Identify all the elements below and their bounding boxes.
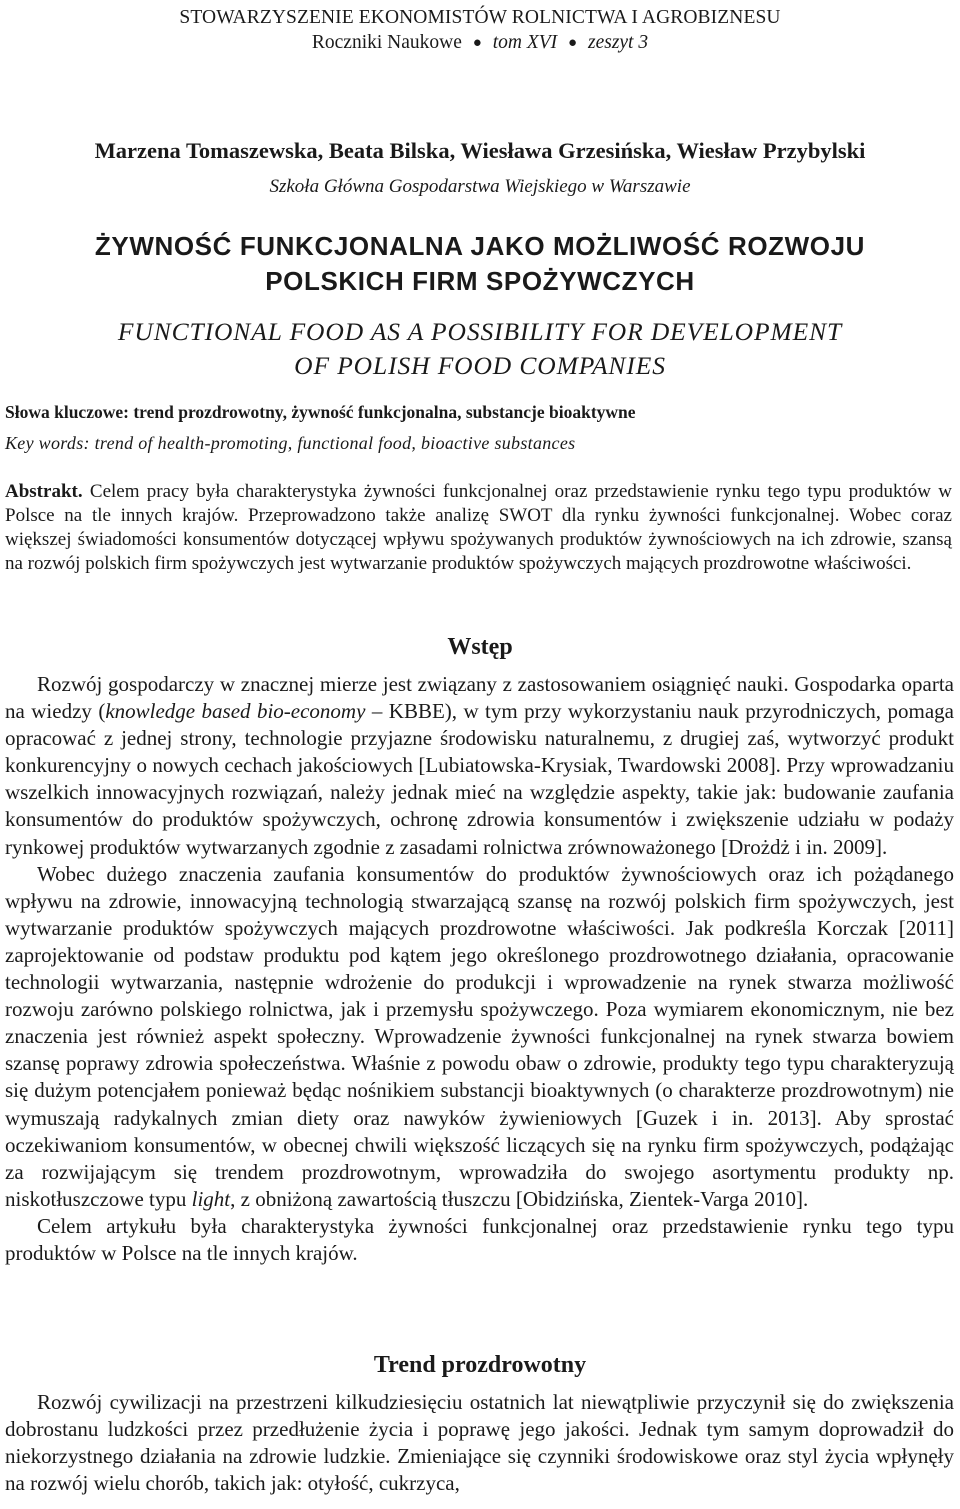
paragraph: Rozwój cywilizacji na przestrzeni kilkudziesięciu ostatnich lat niewątpliwie przyczynił się do zwiększenia dobrostanu ludzkości przez przedłużenie życia i poprawę jego jakości. Jednak tym samym doprowadził do niekorzystnego działania na zdrowie ludzkie. Zmieniające się czynniki środowiskowe oraz styl życia wpłynęły na rozwój wielu chorób, takich jak: otyłość, cukrzyca,	[5, 1390, 954, 1496]
section-heading-intro: Wstęp	[447, 634, 513, 660]
journal-header	[0, 31, 960, 56]
paragraph	[5, 861, 954, 1213]
paragraph-text: , z obniżoną zawartością tłuszczu [Obidzińska, Zientek-Varga 2010].	[230, 1186, 809, 1211]
association-header: STOWARZYSZENIE EKONOMISTÓW ROLNICTWA I AGROBIZNESU	[179, 7, 781, 28]
title-polish-line: POLSKICH FIRM SPOŻYWCZYCH	[265, 266, 695, 296]
article-authors: Marzena Tomaszewska, Beata Bilska, Wiesława Grzesińska, Wiesław Przybylski	[94, 138, 866, 163]
paragraph: Celem artykułu była charakterystyka żywności funkcjonalnej oraz przedstawienie rynku tego typu produktów w Polsce na tle innych krajów.	[5, 1213, 954, 1265]
paragraph-text: Rozwój gospodarczy w znacznej mierze jest związany z zastosowaniem osiągnięć nauki. Gospodarka oparta na wiedzy (	[5, 672, 954, 724]
journal-volume: tom XVI	[492, 32, 558, 53]
abstract-text: Celem pracy była charakterystyka żywności funkcjonalnej oraz przedstawienie rynku tego typu produktów w Polsce na tle innych krajów. Przeprowadzono także analizę SWOT dla rynku żywności funkcjonalnej. Wobec coraz większej świadomości konsumentów dotyczącej wpływu spożywanych produktów żywnościowych na ich zdrowie, szansą na rozwój polskich firm spożywczych jest wytwarzanie produktów spożywczych mających prozdrowotne właściwości.	[5, 481, 952, 574]
section-heading-trend: Trend prozdrowotny	[373, 1352, 587, 1378]
paragraph-italic: knowledge based bio-economy	[105, 699, 366, 724]
keywords-english: Key words: trend of health-promoting, functional food, bioactive substances	[5, 433, 576, 453]
journal-name: Roczniki Naukowe	[311, 32, 462, 53]
abstract-label: Abstrakt.	[5, 481, 83, 502]
title-polish	[0, 229, 960, 299]
author-affiliation: Szkoła Główna Gospodarstwa Wiejskiego w Warszawie	[269, 176, 691, 197]
bullet-separator: ●	[472, 35, 482, 51]
keywords-polish: Słowa kluczowe: trend prozdrowotny, żywność funkcjonalna, substancje bioaktywne	[5, 402, 636, 422]
bullet-separator: ●	[568, 35, 578, 51]
trend-body	[5, 1389, 954, 1497]
paragraph	[5, 671, 954, 861]
paragraph-text: Wobec dużego znaczenia zaufania konsumentów do produktów żywnościowych oraz ich pożądanego wpływu na zdrowie, innowacyjną technologią stwarzającą szansę na rozwój polskich firm spożywczych, jest wytwarzanie produktów spożywczych mających prozdrowotne właściwości. Jak podkreśla Korczak [2011] zaprojektowanie od podstaw produktu pod kątem jego określonego prozdrowotnego działania, opracowanie technologii wytwarzania, następnie wdrożenie do produkcji i wprowadzenie na rynek stwarza możliwość rozwoju zarówno polskiego rolnictwa, jak i przemysłu spożywczego. Poza wymiarem ekonomicznym, nie bez znaczenia jest również aspekt społeczny. Wprowadzenie żywności funkcjonalnej na rynek stwarza bowiem szansę poprawy zdrowia społeczeństwa. Właśnie z powodu obaw o zdrowie, produkty tego typu charakteryzują się dużym potencjałem ponieważ będąc nośnikiem substancji bioaktywnych (o charakterze prozdrowotnym) nie wymuszają radykalnych zmian diety oraz nawyków żywieniowych [Guzek i in. 2013]. Aby sprostać oczekiwaniom konsumentów, w obecnej chwili większość liczących się na rynku firm spożywczych, podążając za rozwijającym się trendem prozdrowotnym, wprowadziła do swojego asortymentu produkty np. niskotłuszczowe typu	[5, 861, 954, 1211]
title-english-line: OF POLISH FOOD COMPANIES	[294, 351, 666, 380]
paragraph-text: – KBBE), w tym przy wykorzystaniu nauk przyrodniczych, pomaga opracować z jednej strony, technologie przyjazne środowisku naturalnemu, z drugiej zaś, wytworzyć produkt konkurencyjny o nowych cechach jakościowych [Lubiatowska-Krysiak, Twardowski 2008]. Przy wprowadzaniu wszelkich innowacyjnych rozwiązań, należy jednak mieć na względzie aspekty, takie jak: budowanie zaufania konsumentów do produktów spożywczych, ochronę zdrowia konsumentów i zwiększenie udziału w podaży rynkowej produktów wytwarzanych zgodnie z zasadami rolnictwa zrównoważonego [Drożdż i in. 2009].	[5, 699, 954, 859]
title-polish-line: ŻYWNOŚĆ FUNKCJONALNA JAKO MOŻLIWOŚĆ ROZWOJU	[94, 231, 866, 261]
abstract	[5, 480, 952, 576]
journal-issue: zeszyt 3	[587, 32, 649, 53]
paragraph-italic: light	[191, 1186, 231, 1211]
title-english	[0, 315, 960, 383]
title-english-line: FUNCTIONAL FOOD AS A POSSIBILITY FOR DEVELOPMENT	[117, 317, 843, 346]
intro-body	[5, 671, 954, 1267]
